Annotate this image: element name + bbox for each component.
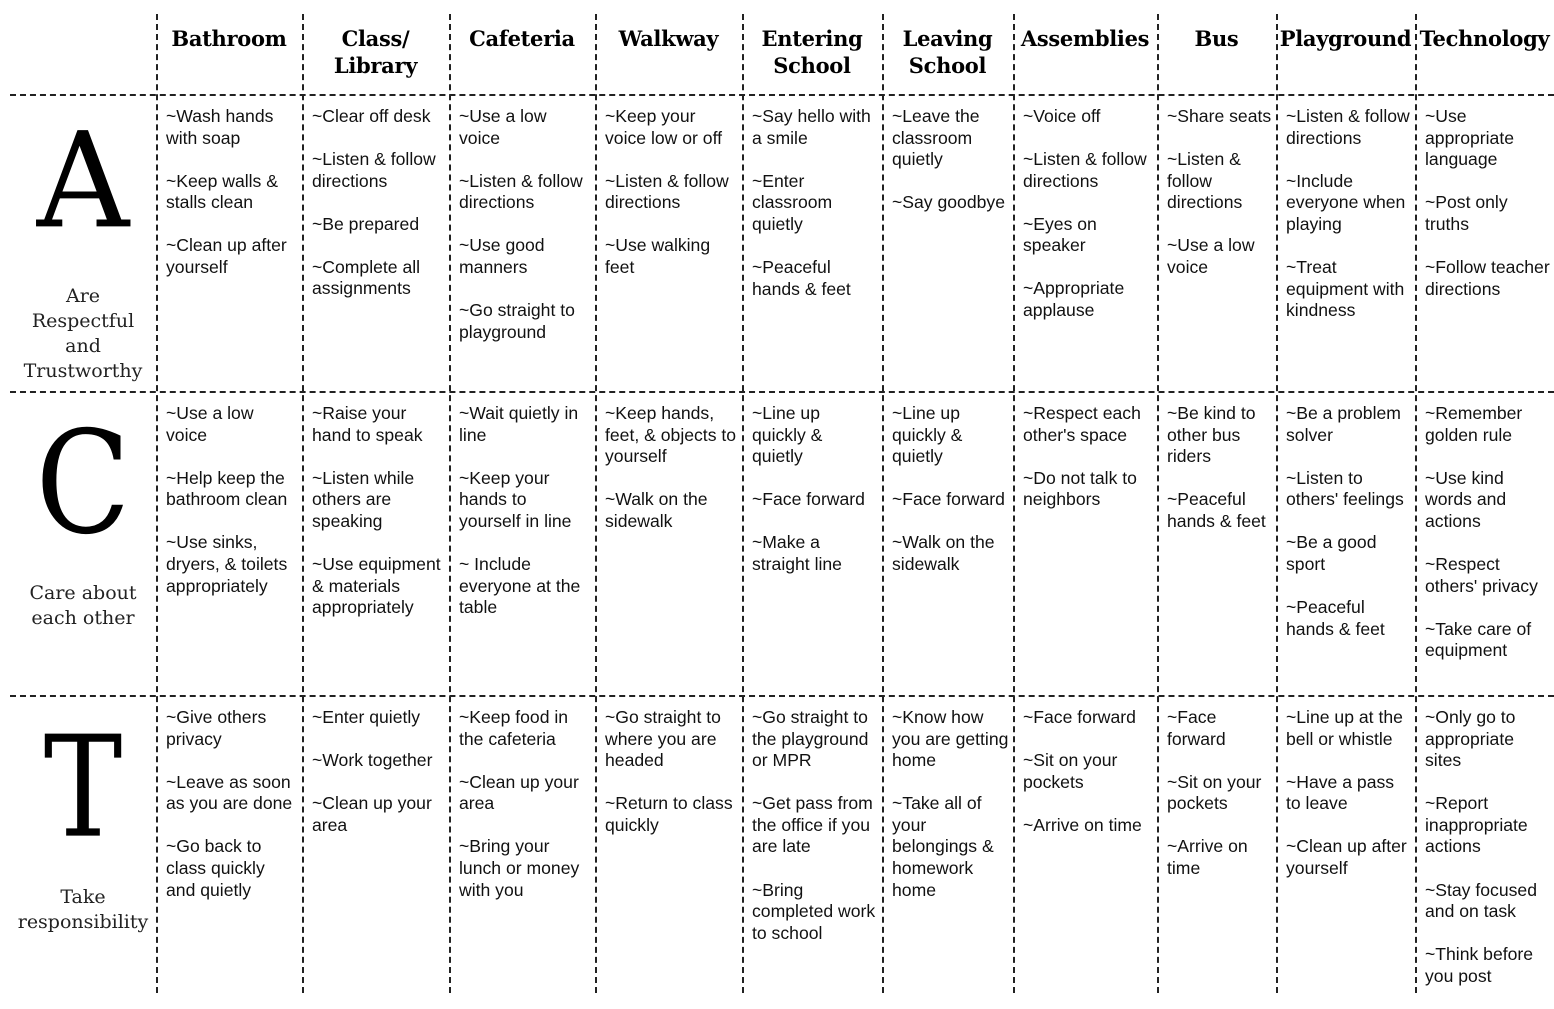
- expectation-item: ~Face forward: [752, 489, 865, 510]
- column-header-label: Bus: [1194, 26, 1239, 51]
- grid-divider-horizontal: [10, 391, 1554, 393]
- act-expectations-matrix: [10, 14, 1554, 993]
- expectation-cell: [302, 106, 449, 322]
- expectation-item: ~Peaceful hands & feet: [1286, 597, 1385, 639]
- expectation-item: ~Sit on your pockets: [1167, 771, 1262, 814]
- expectation-item: ~Eyes on speaker: [1023, 213, 1097, 256]
- expectation-cell: [1013, 403, 1157, 532]
- column-header-label: Technology: [1419, 26, 1550, 51]
- expectation-item: ~Clean up your area: [459, 771, 579, 814]
- column-header: [595, 14, 742, 94]
- expectation-item: ~Have a pass to leave: [1286, 771, 1395, 814]
- expectation-item: ~Report inappropriate actions: [1425, 793, 1528, 857]
- expectation-item: ~Use equipment & materials appropriately: [312, 553, 441, 618]
- column-header: [742, 14, 882, 94]
- expectation-cell: [1415, 707, 1554, 1009]
- row-letter: C: [35, 401, 131, 567]
- expectation-item: ~Know how you are getting home: [892, 707, 1009, 771]
- column-header-label: Entering School: [761, 26, 863, 78]
- expectation-item: ~Respect each other's space: [1023, 403, 1141, 445]
- expectation-item: ~Listen to others' feelings: [1286, 467, 1404, 510]
- expectation-cell: [1013, 707, 1157, 858]
- row-letter: A: [36, 104, 130, 259]
- column-header-label: Bathroom: [171, 26, 287, 51]
- column-header-label: Assemblies: [1020, 26, 1150, 51]
- column-header: [302, 14, 449, 94]
- expectation-item: ~Listen & follow directions: [1286, 106, 1410, 148]
- expectation-item: ~Peaceful hands & feet: [752, 256, 851, 299]
- expectation-item: ~Bring your lunch or money with you: [459, 836, 580, 900]
- expectation-cell: [742, 403, 882, 597]
- column-header: [1415, 14, 1554, 94]
- expectation-item: ~Stay focused and on task: [1425, 879, 1537, 922]
- expectation-item: ~Voice off: [1023, 106, 1101, 126]
- expectation-cell: [1276, 106, 1415, 343]
- expectation-item: ~Walk on the sidewalk: [892, 532, 995, 574]
- expectation-cell: [302, 403, 449, 640]
- expectation-item: ~Use a low voice: [459, 106, 547, 148]
- expectation-item: ~Enter quietly: [312, 707, 421, 727]
- expectation-cell: [882, 707, 1013, 923]
- expectation-item: ~Clean up your area: [312, 793, 432, 835]
- expectation-cell: [156, 106, 302, 300]
- expectation-item: ~Clear off desk: [312, 106, 431, 126]
- expectation-item: ~ Include everyone at the table: [459, 553, 581, 618]
- expectation-item: ~Wash hands with soap: [166, 106, 274, 148]
- expectation-cell: [449, 707, 595, 923]
- expectation-item: ~Go straight to playground: [459, 300, 575, 342]
- expectation-item: ~Listen & follow directions: [1167, 149, 1243, 213]
- expectation-item: ~Take care of equipment: [1425, 618, 1532, 661]
- column-header-label: Cafeteria: [469, 26, 575, 51]
- expectation-cell: [742, 707, 882, 966]
- expectation-cell: [156, 707, 302, 923]
- expectation-item: ~Appropriate applause: [1023, 278, 1125, 321]
- expectation-item: ~Listen & follow directions: [605, 170, 729, 213]
- grid-divider-horizontal: [10, 94, 1554, 96]
- expectation-item: ~Listen & follow directions: [312, 149, 436, 191]
- row-label: Are Respectful and Trustworthy: [23, 285, 143, 382]
- expectation-item: ~Think before you post: [1425, 944, 1534, 986]
- expectation-cell: [302, 707, 449, 858]
- expectation-item: ~Use sinks, dryers, & toilets appropriately: [166, 532, 288, 596]
- expectation-item: ~Go straight to where you are headed: [605, 707, 721, 771]
- expectation-item: ~Peaceful hands & feet: [1167, 489, 1266, 531]
- expectation-item: ~Line up quickly & quietly: [752, 403, 823, 467]
- expectation-item: ~Do not talk to neighbors: [1023, 467, 1137, 510]
- expectation-cell: [1013, 106, 1157, 343]
- expectation-cell: [449, 403, 595, 640]
- expectation-item: ~Keep food in the cafeteria: [459, 707, 569, 749]
- expectation-item: ~Line up quickly & quietly: [892, 403, 963, 467]
- expectation-item: ~Respect others' privacy: [1425, 553, 1538, 596]
- expectation-item: ~Face forward: [892, 489, 1005, 510]
- row-label: Take responsibility: [17, 886, 149, 933]
- column-header: [449, 14, 595, 94]
- expectation-cell: [1276, 403, 1415, 662]
- expectation-cell: [1415, 403, 1554, 683]
- expectation-cell: [1415, 106, 1554, 322]
- expectation-cell: [595, 106, 742, 300]
- expectation-item: ~Face forward: [1023, 707, 1136, 727]
- expectation-item: ~Take all of your belongings & homework home: [892, 793, 994, 900]
- expectation-cell: [1157, 403, 1276, 554]
- grid-divider-horizontal: [10, 695, 1554, 697]
- expectation-item: ~Clean up after yourself: [166, 235, 287, 277]
- expectation-item: ~Leave the classroom quietly: [892, 106, 980, 170]
- expectation-item: ~Remember golden rule: [1425, 403, 1523, 445]
- expectation-item: ~Sit on your pockets: [1023, 750, 1118, 792]
- expectation-item: ~Follow teacher directions: [1425, 256, 1550, 299]
- expectation-cell: [1276, 707, 1415, 901]
- expectation-item: ~Return to class quickly: [605, 793, 733, 835]
- row-label: Care about each other: [29, 582, 137, 629]
- expectation-item: ~Bring completed work to school: [752, 879, 876, 943]
- column-header-label: Playground: [1279, 26, 1412, 51]
- expectation-item: ~Go back to class quickly and quietly: [166, 836, 265, 900]
- expectation-item: ~Use appropriate language: [1425, 106, 1515, 170]
- expectation-item: ~Keep your hands to yourself in line: [459, 467, 572, 531]
- expectation-cell: [882, 106, 1013, 235]
- expectation-cell: [595, 403, 742, 554]
- expectation-item: ~Make a straight line: [752, 532, 842, 574]
- expectation-item: ~Arrive on time: [1167, 836, 1248, 878]
- expectation-item: ~Be a good sport: [1286, 532, 1377, 574]
- expectation-item: ~Share seats: [1167, 106, 1272, 126]
- expectation-cell: [449, 106, 595, 365]
- expectation-item: ~Use a low voice: [166, 403, 254, 445]
- expectation-item: ~Be prepared: [312, 213, 420, 234]
- expectation-item: ~Say hello with a smile: [752, 106, 871, 148]
- expectation-item: ~Arrive on time: [1023, 814, 1142, 835]
- expectation-cell: [882, 403, 1013, 597]
- expectation-item: ~Line up at the bell or whistle: [1286, 707, 1403, 749]
- expectation-item: ~Give others privacy: [166, 707, 267, 749]
- expectation-cell: [742, 106, 882, 322]
- expectation-item: ~Use walking feet: [605, 235, 711, 277]
- expectation-item: ~Include everyone when playing: [1286, 170, 1406, 234]
- expectation-item: ~Listen & follow directions: [459, 170, 583, 213]
- row-letter: T: [43, 705, 123, 869]
- expectation-item: ~Work together: [312, 750, 433, 771]
- expectation-item: ~Say goodbye: [892, 192, 1005, 213]
- expectation-item: ~Complete all assignments: [312, 256, 421, 299]
- expectation-cell: [156, 403, 302, 619]
- expectation-item: ~Use kind words and actions: [1425, 467, 1507, 531]
- expectation-item: ~Listen & follow directions: [1023, 149, 1147, 191]
- expectation-item: ~Post only truths: [1425, 192, 1508, 234]
- expectation-item: ~Keep hands, feet, & objects to yourself: [605, 403, 737, 467]
- expectation-item: ~Go straight to the playground or MPR: [752, 707, 869, 771]
- expectation-item: ~Use good manners: [459, 235, 545, 277]
- expectation-item: ~Face forward: [1167, 707, 1226, 749]
- column-header: [1157, 14, 1276, 94]
- column-header: [882, 14, 1013, 94]
- expectation-item: ~Walk on the sidewalk: [605, 489, 708, 531]
- column-header: [1276, 14, 1415, 94]
- column-header-label: Leaving School: [902, 26, 993, 78]
- expectation-cell: [595, 707, 742, 858]
- expectation-item: ~Raise your hand to speak: [312, 403, 423, 445]
- expectation-item: ~Only go to appropriate sites: [1425, 707, 1516, 771]
- column-header-label: Walkway: [618, 26, 719, 51]
- expectation-item: ~Listen while others are speaking: [312, 467, 415, 531]
- column-header-label: Class/ Library: [333, 26, 418, 78]
- expectation-item: ~Help keep the bathroom clean: [166, 467, 288, 510]
- expectation-cell: [1157, 106, 1276, 300]
- expectation-item: ~Be kind to other bus riders: [1167, 403, 1256, 467]
- expectation-item: ~Leave as soon as you are done: [166, 771, 293, 814]
- column-header: [156, 14, 302, 94]
- expectation-item: ~Clean up after yourself: [1286, 836, 1407, 878]
- column-header: [1013, 14, 1157, 94]
- expectation-cell: [1157, 707, 1276, 901]
- expectation-item: ~Wait quietly in line: [459, 403, 579, 445]
- expectation-item: ~Keep walls & stalls clean: [166, 170, 278, 213]
- expectation-item: ~Be a problem solver: [1286, 403, 1401, 445]
- expectation-item: ~Use a low voice: [1167, 235, 1255, 277]
- expectation-item: ~Keep your voice low or off: [605, 106, 723, 148]
- expectation-item: ~Enter classroom quietly: [752, 170, 833, 234]
- expectation-item: ~Treat equipment with kindness: [1286, 256, 1405, 321]
- expectation-item: ~Get pass from the office if you are late: [752, 793, 873, 857]
